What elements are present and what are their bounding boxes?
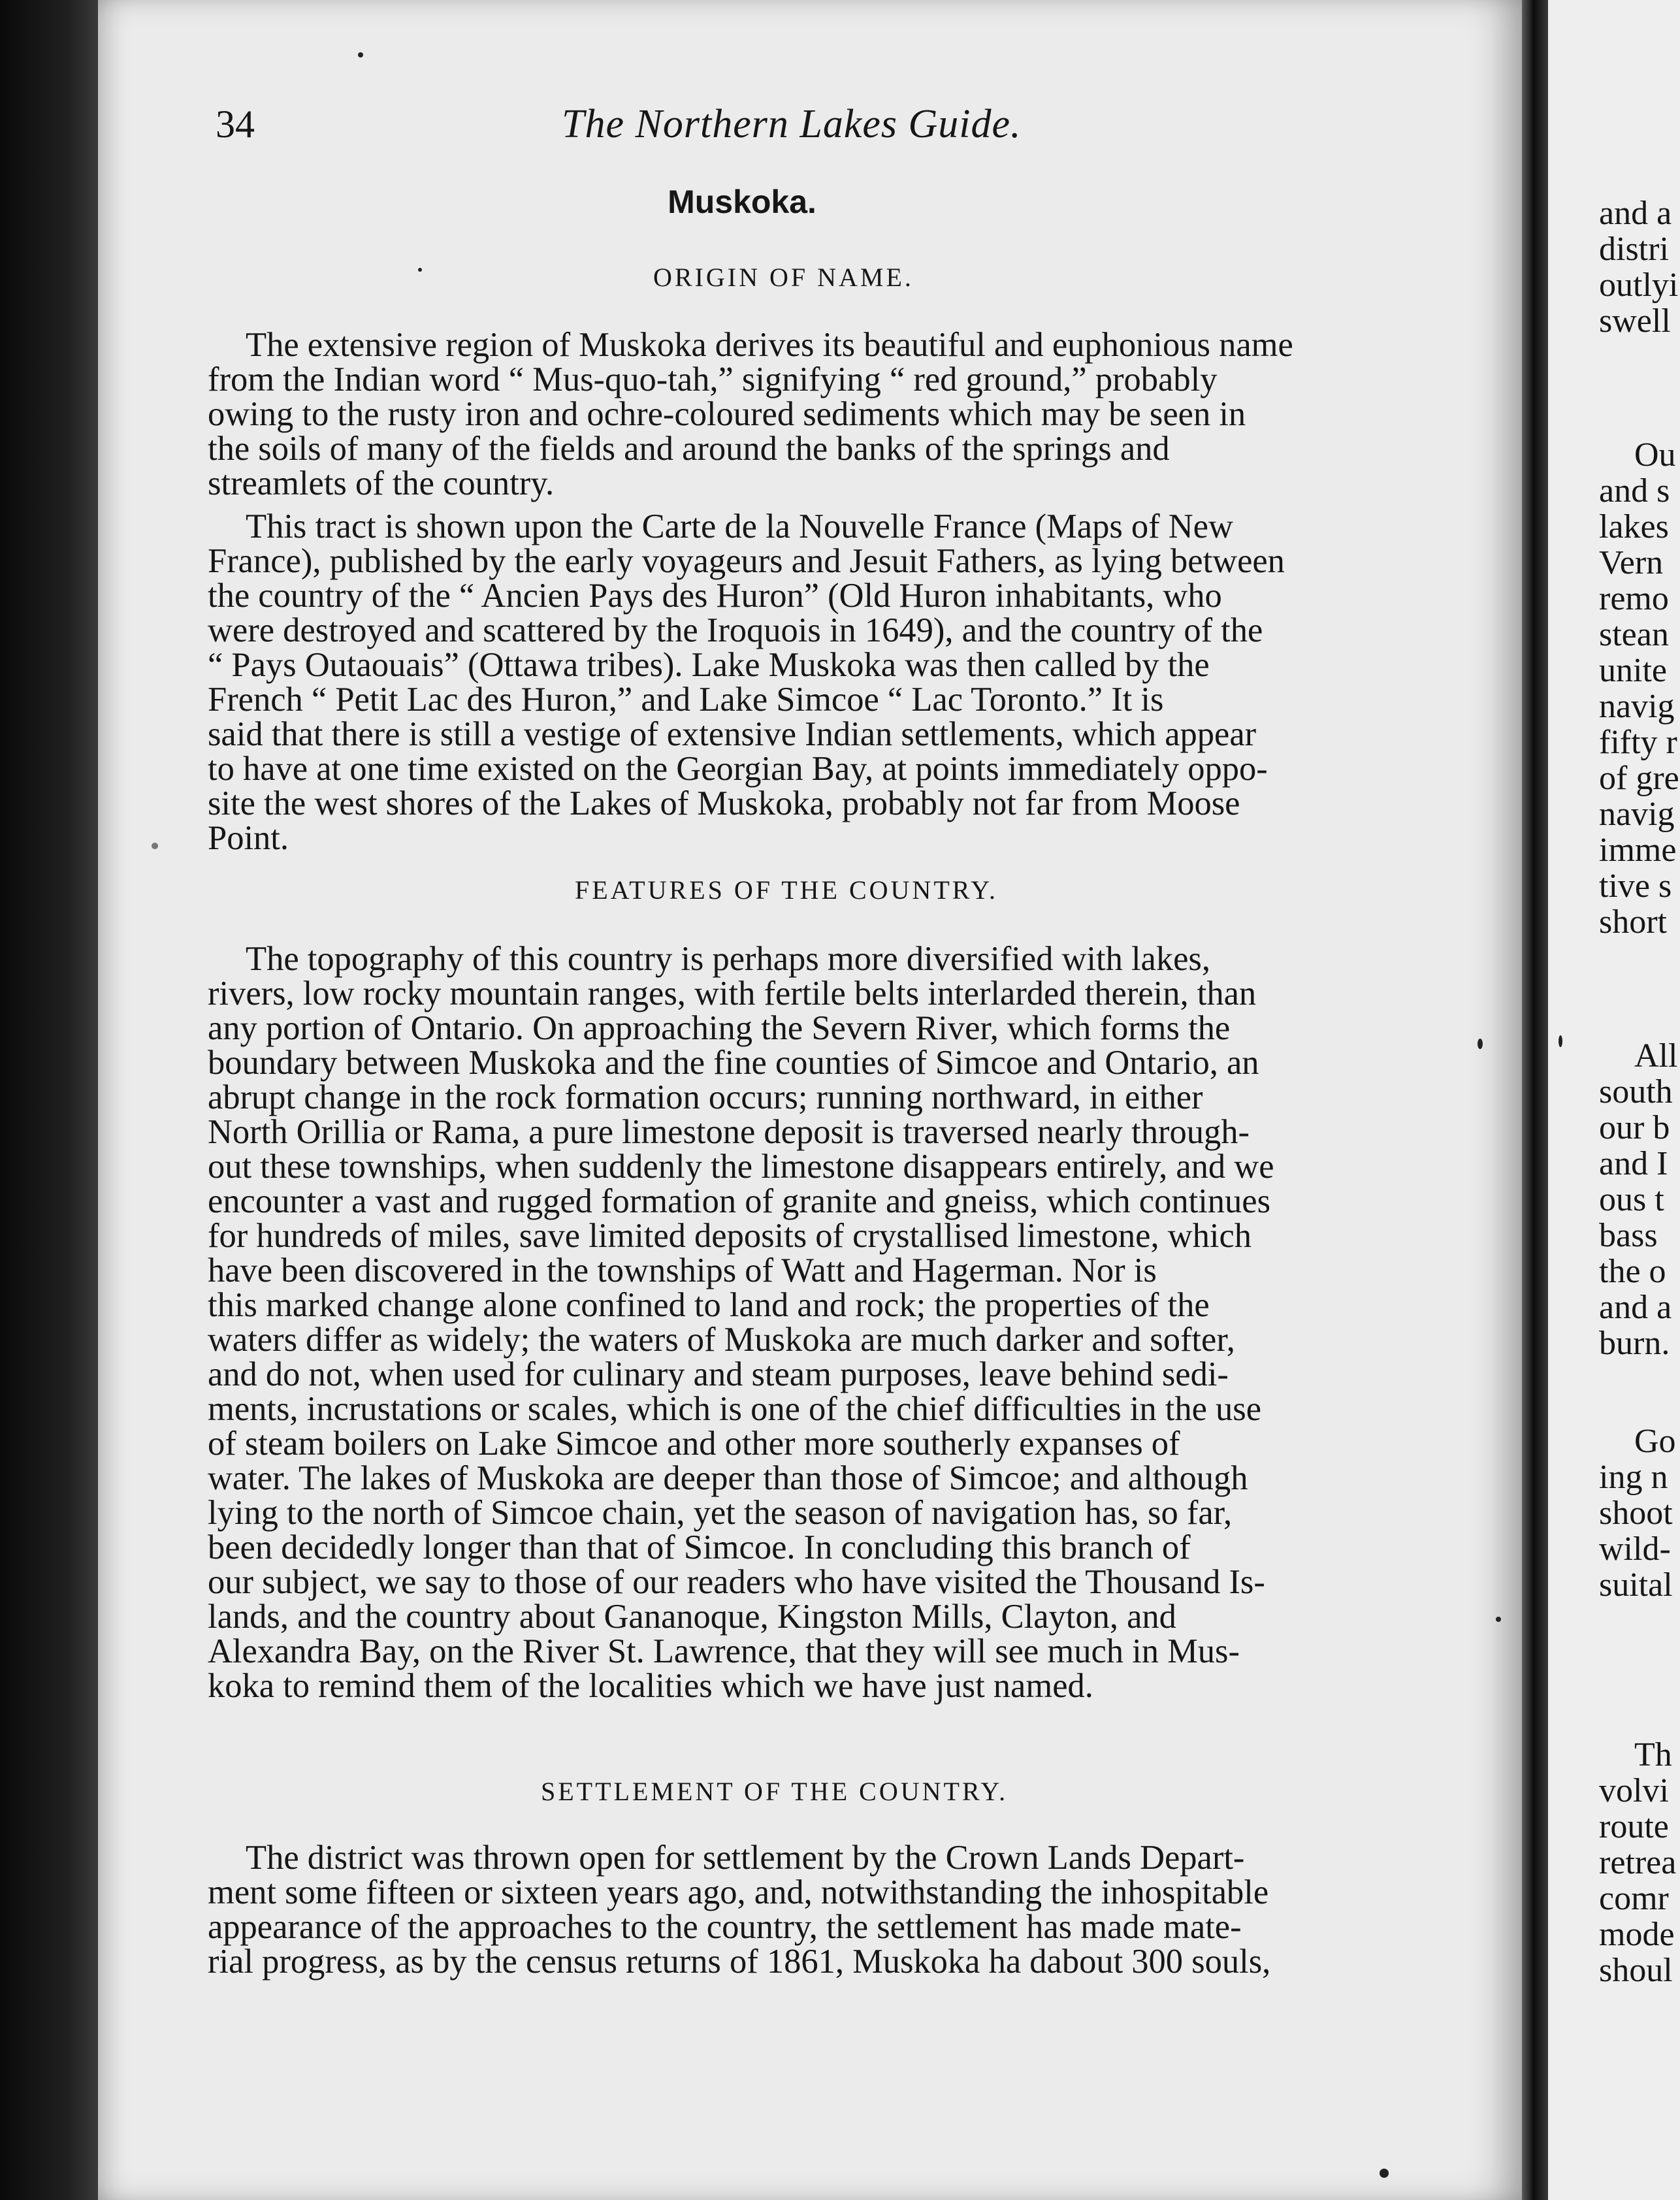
text-line: boundary between Muskoka and the fine counties of Simcoe and Ontario, an xyxy=(208,1044,1259,1082)
text-fragment: and a xyxy=(1599,1289,1672,1326)
text-line: out these townships, when suddenly the limestone disappears entirely, and we xyxy=(208,1148,1274,1186)
text-fragment: bass xyxy=(1599,1217,1658,1254)
text-fragment: volvi xyxy=(1599,1772,1669,1809)
running-title: The Northern Lakes Guide. xyxy=(562,102,1022,146)
text-fragment: mode xyxy=(1599,1916,1675,1953)
text-fragment: shoot xyxy=(1599,1495,1673,1532)
text-line: the soils of many of the fields and around the banks of the springs and xyxy=(208,430,1170,468)
text-fragment: our b xyxy=(1599,1109,1670,1146)
scan-speck xyxy=(358,52,363,57)
subhead-settlement: SETTLEMENT OF THE COUNTRY. xyxy=(541,1777,1009,1806)
text-line: abrupt change in the rock formation occurs; running northward, in either xyxy=(208,1078,1203,1116)
scan-speck xyxy=(1559,1035,1562,1047)
text-line: from the Indian word “ Mus-quo-tah,” signifying “ red ground,” probably xyxy=(208,361,1218,398)
scan-speck xyxy=(152,843,158,849)
text-fragment: short xyxy=(1599,903,1667,941)
text-fragment: remo xyxy=(1599,580,1669,617)
text-line: lands, and the country about Gananoque, Kingston Mills, Clayton, and xyxy=(208,1598,1176,1636)
text-fragment: swell xyxy=(1599,302,1671,340)
text-line: of steam boilers on Lake Simcoe and other more southerly expanses of xyxy=(208,1425,1180,1463)
text-line: The topography of this country is perhaps more diversified with lakes, xyxy=(246,940,1210,978)
text-line: streamlets of the country. xyxy=(208,464,555,502)
text-fragment: retrea xyxy=(1599,1844,1677,1881)
text-fragment: and I xyxy=(1599,1145,1668,1182)
text-line: lying to the north of Simcoe chain, yet the season of navigation has, so far, xyxy=(208,1494,1233,1532)
text-line: have been discovered in the townships of Watt and Hagerman. Nor is xyxy=(208,1252,1157,1289)
text-line: this marked change alone confined to land and rock; the properties of the xyxy=(208,1286,1210,1324)
scan-speck xyxy=(1380,2169,1389,2178)
text-fragment: the o xyxy=(1599,1253,1666,1290)
text-line: North Orillia or Rama, a pure limestone deposit is traversed nearly through- xyxy=(208,1113,1250,1151)
text-line: to have at one time existed on the Georgian Bay, at points immediately oppo- xyxy=(208,750,1268,788)
paragraph-origin-1 xyxy=(208,328,1439,501)
text-line: “ Pays Outaouais” (Ottawa tribes). Lake Muskoka was then called by the xyxy=(208,646,1210,684)
text-line: Alexandra Bay, on the River St. Lawrence, that they will see much in Mus- xyxy=(208,1632,1240,1670)
text-fragment: burn. xyxy=(1599,1325,1670,1362)
text-line: French “ Petit Lac des Huron,” and Lake Simcoe “ Lac Toronto.” It is xyxy=(208,681,1164,719)
text-fragment: and a xyxy=(1599,195,1672,232)
text-fragment: distri xyxy=(1599,231,1669,268)
book-gutter xyxy=(1522,0,1548,2200)
text-line: koka to remind them of the localities which we have just named. xyxy=(208,1667,1093,1705)
text-line: ment some fifteen or sixteen years ago, and, notwithstanding the inhospitable xyxy=(208,1873,1269,1911)
text-line: rial progress, as by the census returns of 1861, Muskoka ha dabout 300 souls, xyxy=(208,1943,1271,1981)
text-line: said that there is still a vestige of extensive Indian settlements, which appear xyxy=(208,715,1257,753)
text-fragment: tive s xyxy=(1599,867,1672,905)
text-line: France), published by the early voyageurs and Jesuit Fathers, as lying between xyxy=(208,542,1285,580)
text-fragment: shoul xyxy=(1599,1952,1673,1989)
text-fragment: navig xyxy=(1599,688,1675,725)
text-fragment: suital xyxy=(1599,1566,1673,1604)
paragraph-settlement-1 xyxy=(208,1841,1439,1979)
text-fragment: All xyxy=(1634,1037,1678,1075)
scan-speck xyxy=(1478,1039,1483,1049)
text-fragment: navig xyxy=(1599,796,1675,833)
paragraph-origin-2 xyxy=(208,510,1439,856)
text-fragment: fifty r xyxy=(1599,724,1677,761)
text-line: encounter a vast and rugged formation of granite and gneiss, which continues xyxy=(208,1182,1271,1220)
text-fragment: south xyxy=(1599,1073,1673,1110)
text-line: water. The lakes of Muskoka are deeper than those of Simcoe; and although xyxy=(208,1459,1248,1497)
text-line: This tract is shown upon the Carte de la Nouvelle France (Maps of New xyxy=(246,508,1233,545)
text-fragment: Go xyxy=(1634,1423,1676,1460)
text-line: been decidedly longer than that of Simcoe. In concluding this branch of xyxy=(208,1529,1191,1566)
scan-speck xyxy=(1496,1617,1501,1622)
text-fragment: stean xyxy=(1599,616,1669,653)
text-line: our subject, we say to those of our readers who have visited the Thousand Is- xyxy=(208,1563,1265,1601)
text-fragment: wild- xyxy=(1599,1530,1671,1568)
subhead-features: FEATURES OF THE COUNTRY. xyxy=(575,875,998,905)
text-fragment: of gre xyxy=(1599,760,1679,797)
paragraph-features-1 xyxy=(208,942,1439,1704)
text-line: the country of the “ Ancien Pays des Huron” (Old Huron inhabitants, who xyxy=(208,577,1222,615)
text-line: site the west shores of the Lakes of Muskoka, probably not far from Moose xyxy=(208,785,1240,822)
section-title xyxy=(0,183,1680,221)
text-fragment: lakes xyxy=(1599,508,1669,545)
text-line: appearance of the approaches to the country, the settlement has made mate- xyxy=(208,1908,1242,1946)
text-fragment: Vern xyxy=(1599,544,1664,581)
text-fragment: comr xyxy=(1599,1880,1669,1917)
text-fragment: ing n xyxy=(1599,1459,1668,1496)
scan-speck xyxy=(418,268,422,272)
text-fragment: outlyi xyxy=(1599,267,1679,304)
scan-edge xyxy=(0,0,98,2200)
text-line: waters differ as widely; the waters of Muskoka are much darker and softer, xyxy=(208,1321,1235,1359)
subhead-origin: ORIGIN OF NAME. xyxy=(653,263,914,292)
text-line: The extensive region of Muskoka derives its beautiful and euphonious name xyxy=(246,326,1293,364)
text-line: for hundreds of miles, save limited deposits of crystallised limestone, which xyxy=(208,1217,1252,1255)
text-line: any portion of Ontario. On approaching the Severn River, which forms the xyxy=(208,1009,1231,1047)
text-line: owing to the rusty iron and ochre-coloured sediments which may be seen in xyxy=(208,395,1246,433)
page-number: 34 xyxy=(216,103,255,146)
text-fragment: Th xyxy=(1634,1736,1672,1773)
text-line: rivers, low rocky mountain ranges, with fertile belts interlarded therein, than xyxy=(208,975,1257,1012)
text-fragment: unite xyxy=(1599,652,1667,689)
text-line: Point. xyxy=(208,819,289,857)
text-fragment: route xyxy=(1599,1808,1669,1845)
text-fragment: imme xyxy=(1599,832,1677,869)
section-title-text: Muskoka. xyxy=(668,184,816,220)
page-header xyxy=(209,98,1437,150)
text-line: were destroyed and scattered by the Iroquois in 1649), and the country of the xyxy=(208,611,1263,649)
text-fragment: and s xyxy=(1599,472,1670,510)
text-fragment: Ou xyxy=(1634,436,1676,474)
text-line: ments, incrustations or scales, which is one of the chief difficulties in the use xyxy=(208,1390,1262,1428)
text-fragment: ous t xyxy=(1599,1181,1664,1218)
text-line: and do not, when used for culinary and steam purposes, leave behind sedi- xyxy=(208,1355,1229,1393)
text-line: The district was thrown open for settlement by the Crown Lands Depart- xyxy=(246,1839,1245,1877)
